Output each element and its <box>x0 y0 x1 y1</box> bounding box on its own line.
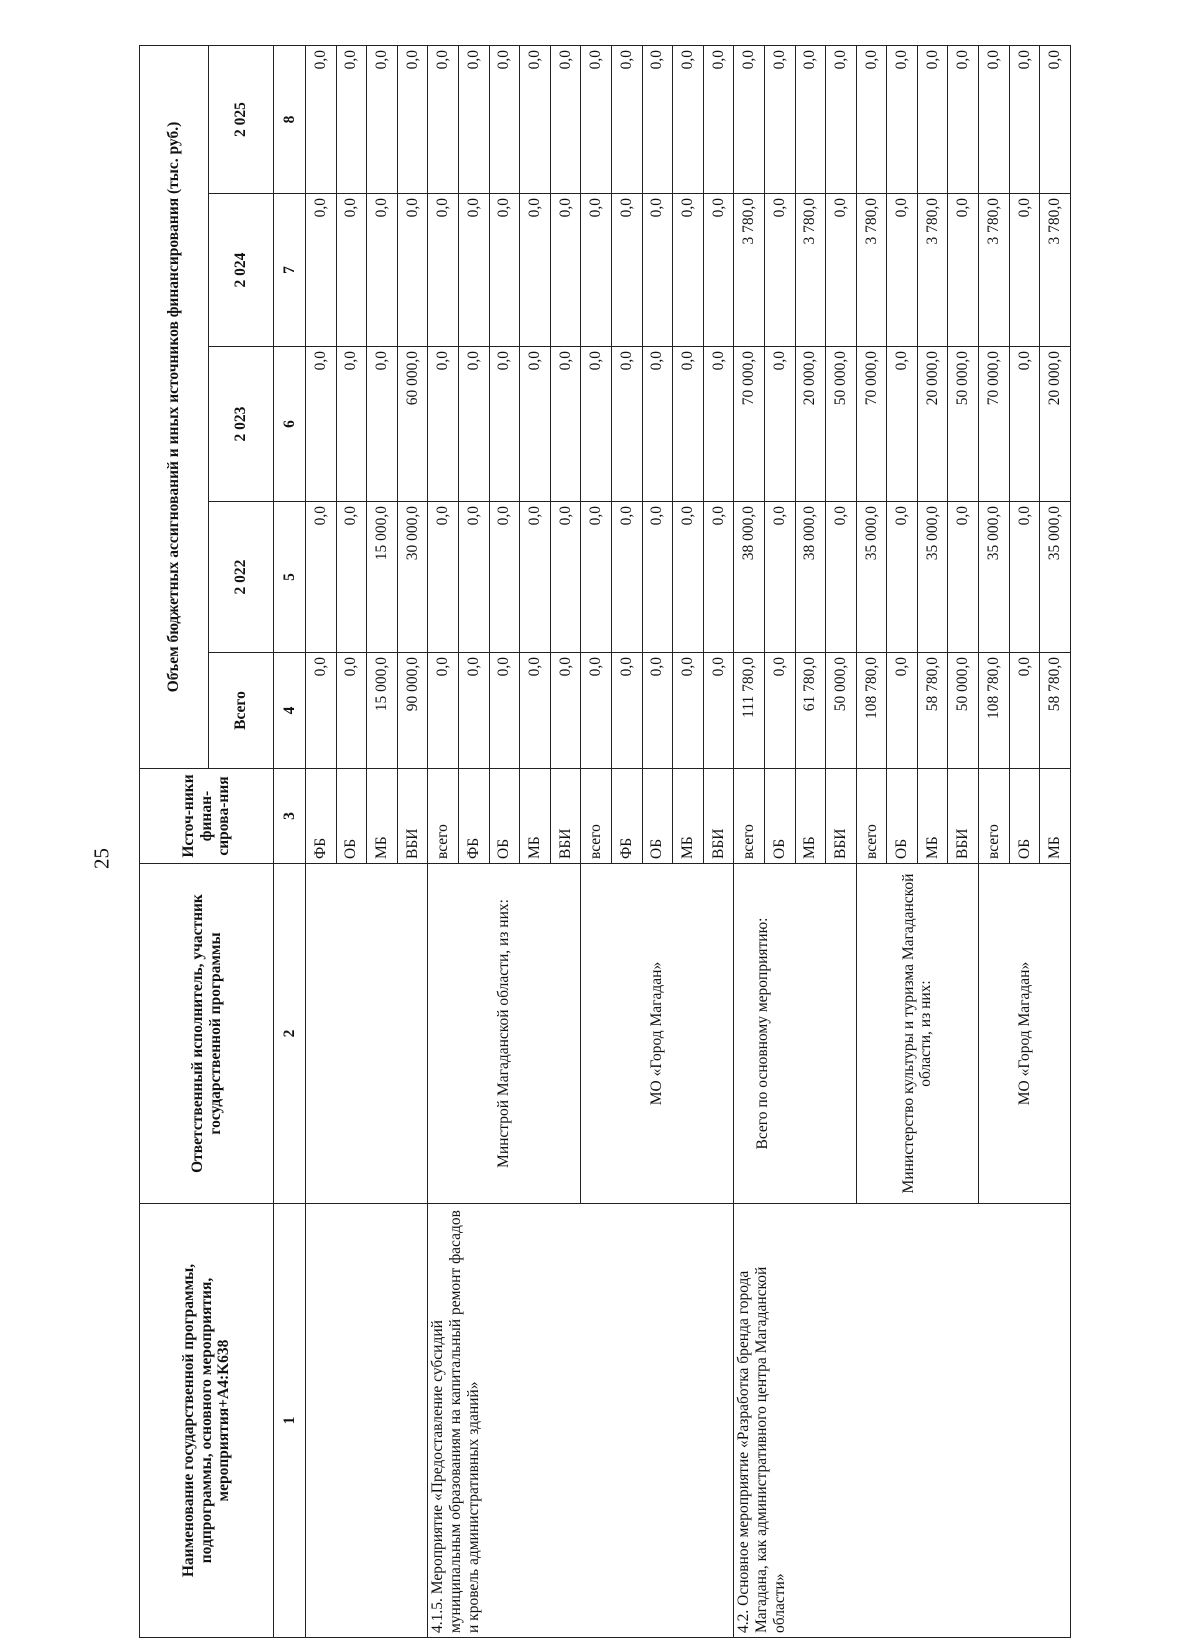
table-row <box>428 46 459 1638</box>
page-number: 25 <box>89 848 114 869</box>
amount-total-cell: 61 780,0 <box>795 653 826 769</box>
amount-2025-cell: 0,0 <box>520 46 551 194</box>
amount-total-cell: 0,0 <box>673 653 704 769</box>
amount-total-cell: 0,0 <box>642 653 673 769</box>
amount-total-cell: 0,0 <box>887 653 918 769</box>
amount-2025-cell: 0,0 <box>397 46 428 194</box>
amount-total-cell: 90 000,0 <box>397 653 428 769</box>
column-number: 5 <box>274 502 306 653</box>
amount-2024-cell: 0,0 <box>367 194 398 347</box>
amount-2022-cell: 0,0 <box>764 502 795 653</box>
funding-source-cell: ФБ <box>611 769 642 864</box>
amount-2024-cell: 0,0 <box>1009 194 1040 347</box>
amount-2025-cell: 0,0 <box>336 46 367 194</box>
funding-source-cell: ОБ <box>489 769 520 864</box>
column-number: 8 <box>274 46 306 194</box>
funding-source-cell: ВБИ <box>703 769 734 864</box>
amount-2025-cell: 0,0 <box>948 46 979 194</box>
amount-2025-cell: 0,0 <box>306 46 337 194</box>
amount-2024-cell: 0,0 <box>489 194 520 347</box>
amount-2025-cell: 0,0 <box>458 46 489 194</box>
amount-2025-cell: 0,0 <box>1040 46 1071 194</box>
funding-source-cell: МБ <box>367 769 398 864</box>
amount-2024-cell: 3 780,0 <box>1040 194 1071 347</box>
header-year-2024: 2 024 <box>209 194 274 347</box>
program-name-cell: 4.1.5. Мероприятие «Предоставление субсидий муниципальным образованиям на капитальный ремонт фасадов и кровель административных зданий» <box>428 1204 734 1638</box>
funding-source-cell: МБ <box>673 769 704 864</box>
amount-2023-cell: 20 000,0 <box>795 347 826 502</box>
amount-2024-cell: 0,0 <box>306 194 337 347</box>
amount-2024-cell: 3 780,0 <box>856 194 887 347</box>
amount-2024-cell: 0,0 <box>673 194 704 347</box>
amount-total-cell: 50 000,0 <box>948 653 979 769</box>
amount-2022-cell: 0,0 <box>642 502 673 653</box>
amount-2022-cell: 0,0 <box>826 502 857 653</box>
amount-total-cell: 108 780,0 <box>979 653 1010 769</box>
table-row <box>306 46 337 1638</box>
funding-source-cell: ВБИ <box>550 769 581 864</box>
amount-2022-cell: 0,0 <box>428 502 459 653</box>
amount-2025-cell: 0,0 <box>428 46 459 194</box>
rotated-table-container <box>139 46 1072 1638</box>
amount-2024-cell: 3 780,0 <box>979 194 1010 347</box>
amount-2023-cell: 0,0 <box>764 347 795 502</box>
amount-total-cell: 50 000,0 <box>826 653 857 769</box>
amount-2025-cell: 0,0 <box>734 46 765 194</box>
amount-2024-cell: 0,0 <box>458 194 489 347</box>
header-funding-group: Объем бюджетных ассигнований и иных источников финансирования (тыс. руб.) <box>140 46 209 769</box>
amount-2023-cell: 0,0 <box>306 347 337 502</box>
amount-2025-cell: 0,0 <box>581 46 612 194</box>
amount-2024-cell: 0,0 <box>826 194 857 347</box>
column-number: 1 <box>274 1204 306 1638</box>
column-number: 3 <box>274 769 306 864</box>
funding-source-cell: ВБИ <box>397 769 428 864</box>
amount-2022-cell: 0,0 <box>673 502 704 653</box>
amount-2022-cell: 0,0 <box>520 502 551 653</box>
amount-total-cell: 0,0 <box>581 653 612 769</box>
header-executor: Ответственный исполнитель, участник государственной программы <box>140 864 274 1204</box>
funding-source-cell: ФБ <box>306 769 337 864</box>
amount-total-cell: 0,0 <box>306 653 337 769</box>
amount-2024-cell: 0,0 <box>764 194 795 347</box>
amount-2023-cell: 0,0 <box>887 347 918 502</box>
amount-2023-cell: 0,0 <box>428 347 459 502</box>
funding-source-cell: МБ <box>1040 769 1071 864</box>
amount-2025-cell: 0,0 <box>703 46 734 194</box>
amount-2023-cell: 70 000,0 <box>856 347 887 502</box>
executor-cell: МО «Город Магадан» <box>581 864 734 1204</box>
amount-2022-cell: 0,0 <box>1009 502 1040 653</box>
amount-2022-cell: 0,0 <box>550 502 581 653</box>
amount-2023-cell: 70 000,0 <box>734 347 765 502</box>
amount-2023-cell: 0,0 <box>642 347 673 502</box>
amount-2022-cell: 30 000,0 <box>397 502 428 653</box>
amount-2025-cell: 0,0 <box>979 46 1010 194</box>
amount-2024-cell: 0,0 <box>611 194 642 347</box>
column-number: 4 <box>274 653 306 769</box>
funding-table <box>139 45 1071 1638</box>
column-number: 6 <box>274 347 306 502</box>
amount-2022-cell: 15 000,0 <box>367 502 398 653</box>
funding-source-cell: МБ <box>917 769 948 864</box>
amount-2023-cell: 0,0 <box>703 347 734 502</box>
amount-2022-cell: 0,0 <box>489 502 520 653</box>
amount-2024-cell: 0,0 <box>520 194 551 347</box>
amount-total-cell: 0,0 <box>489 653 520 769</box>
amount-2024-cell: 0,0 <box>550 194 581 347</box>
program-name-cell <box>306 1204 428 1638</box>
funding-source-cell: МБ <box>520 769 551 864</box>
amount-2022-cell: 35 000,0 <box>917 502 948 653</box>
amount-2023-cell: 0,0 <box>611 347 642 502</box>
amount-2022-cell: 0,0 <box>458 502 489 653</box>
funding-source-cell: ВБИ <box>826 769 857 864</box>
header-year-2022: 2 022 <box>209 502 274 653</box>
amount-2025-cell: 0,0 <box>550 46 581 194</box>
amount-2022-cell: 38 000,0 <box>734 502 765 653</box>
amount-total-cell: 108 780,0 <box>856 653 887 769</box>
funding-source-cell: МБ <box>795 769 826 864</box>
amount-total-cell: 111 780,0 <box>734 653 765 769</box>
amount-2024-cell: 3 780,0 <box>734 194 765 347</box>
amount-2023-cell: 0,0 <box>550 347 581 502</box>
funding-source-cell: всего <box>734 769 765 864</box>
amount-2025-cell: 0,0 <box>673 46 704 194</box>
amount-2023-cell: 0,0 <box>520 347 551 502</box>
amount-2022-cell: 0,0 <box>703 502 734 653</box>
amount-2023-cell: 0,0 <box>673 347 704 502</box>
amount-2022-cell: 0,0 <box>306 502 337 653</box>
amount-2024-cell: 0,0 <box>887 194 918 347</box>
funding-source-cell: всего <box>856 769 887 864</box>
amount-2022-cell: 0,0 <box>887 502 918 653</box>
amount-2023-cell: 0,0 <box>1009 347 1040 502</box>
amount-total-cell: 0,0 <box>611 653 642 769</box>
header-year-2025: 2 025 <box>209 46 274 194</box>
funding-source-cell: ОБ <box>764 769 795 864</box>
amount-2024-cell: 0,0 <box>428 194 459 347</box>
amount-2023-cell: 0,0 <box>367 347 398 502</box>
amount-2025-cell: 0,0 <box>887 46 918 194</box>
amount-2025-cell: 0,0 <box>489 46 520 194</box>
amount-total-cell: 58 780,0 <box>917 653 948 769</box>
amount-2024-cell: 0,0 <box>581 194 612 347</box>
amount-2023-cell: 70 000,0 <box>979 347 1010 502</box>
header-total: Всего <box>209 653 274 769</box>
amount-2024-cell: 0,0 <box>948 194 979 347</box>
amount-2025-cell: 0,0 <box>611 46 642 194</box>
amount-2024-cell: 0,0 <box>397 194 428 347</box>
executor-cell <box>306 864 428 1204</box>
amount-2023-cell: 60 000,0 <box>397 347 428 502</box>
amount-total-cell: 0,0 <box>1009 653 1040 769</box>
amount-2023-cell: 20 000,0 <box>917 347 948 502</box>
funding-source-cell: ОБ <box>887 769 918 864</box>
amount-total-cell: 0,0 <box>336 653 367 769</box>
amount-2025-cell: 0,0 <box>764 46 795 194</box>
amount-2023-cell: 50 000,0 <box>948 347 979 502</box>
amount-2022-cell: 0,0 <box>336 502 367 653</box>
header-funding-source: Источ-ники финан-сирова-ния <box>140 769 274 864</box>
funding-source-cell: ФБ <box>458 769 489 864</box>
funding-source-cell: всего <box>428 769 459 864</box>
amount-2022-cell: 35 000,0 <box>979 502 1010 653</box>
amount-2024-cell: 0,0 <box>336 194 367 347</box>
header-year-2023: 2 023 <box>209 347 274 502</box>
amount-2023-cell: 50 000,0 <box>826 347 857 502</box>
amount-total-cell: 0,0 <box>703 653 734 769</box>
executor-cell: Министерство культуры и туризма Магаданской области, из них: <box>856 864 978 1204</box>
funding-source-cell: ОБ <box>642 769 673 864</box>
funding-source-cell: всего <box>979 769 1010 864</box>
amount-2025-cell: 0,0 <box>795 46 826 194</box>
funding-source-cell: ОБ <box>336 769 367 864</box>
amount-total-cell: 0,0 <box>550 653 581 769</box>
amount-2022-cell: 38 000,0 <box>795 502 826 653</box>
amount-2023-cell: 0,0 <box>336 347 367 502</box>
executor-cell: МО «Город Магадан» <box>979 864 1071 1204</box>
amount-2024-cell: 0,0 <box>703 194 734 347</box>
funding-source-cell: всего <box>581 769 612 864</box>
header-program-name: Наименование государственной программы, подпрограммы, основного мероприятия, мероприятия+A4:K638 <box>140 1204 274 1638</box>
amount-2023-cell: 20 000,0 <box>1040 347 1071 502</box>
program-name-cell: 4.2. Основное мероприятие «Разработка бренда города Магадана, как административного центра Магаданской области» <box>734 1204 1071 1638</box>
amount-2022-cell: 0,0 <box>948 502 979 653</box>
amount-total-cell: 0,0 <box>458 653 489 769</box>
amount-2025-cell: 0,0 <box>856 46 887 194</box>
amount-2022-cell: 0,0 <box>581 502 612 653</box>
amount-total-cell: 0,0 <box>764 653 795 769</box>
amount-2024-cell: 3 780,0 <box>795 194 826 347</box>
executor-cell: Всего по основному мероприятию: <box>734 864 856 1204</box>
table-row <box>734 46 765 1638</box>
amount-2023-cell: 0,0 <box>489 347 520 502</box>
amount-total-cell: 0,0 <box>520 653 551 769</box>
amount-2025-cell: 0,0 <box>917 46 948 194</box>
amount-2025-cell: 0,0 <box>1009 46 1040 194</box>
amount-total-cell: 58 780,0 <box>1040 653 1071 769</box>
amount-2024-cell: 3 780,0 <box>917 194 948 347</box>
amount-2023-cell: 0,0 <box>581 347 612 502</box>
amount-2025-cell: 0,0 <box>642 46 673 194</box>
executor-cell: Минстрой Магаданской области, из них: <box>428 864 581 1204</box>
amount-2022-cell: 0,0 <box>611 502 642 653</box>
amount-2025-cell: 0,0 <box>367 46 398 194</box>
column-number: 7 <box>274 194 306 347</box>
funding-source-cell: ВБИ <box>948 769 979 864</box>
amount-2022-cell: 35 000,0 <box>1040 502 1071 653</box>
column-number: 2 <box>274 864 306 1204</box>
amount-2022-cell: 35 000,0 <box>856 502 887 653</box>
amount-total-cell: 15 000,0 <box>367 653 398 769</box>
amount-2025-cell: 0,0 <box>826 46 857 194</box>
amount-2024-cell: 0,0 <box>642 194 673 347</box>
funding-source-cell: ОБ <box>1009 769 1040 864</box>
amount-2023-cell: 0,0 <box>458 347 489 502</box>
amount-total-cell: 0,0 <box>428 653 459 769</box>
